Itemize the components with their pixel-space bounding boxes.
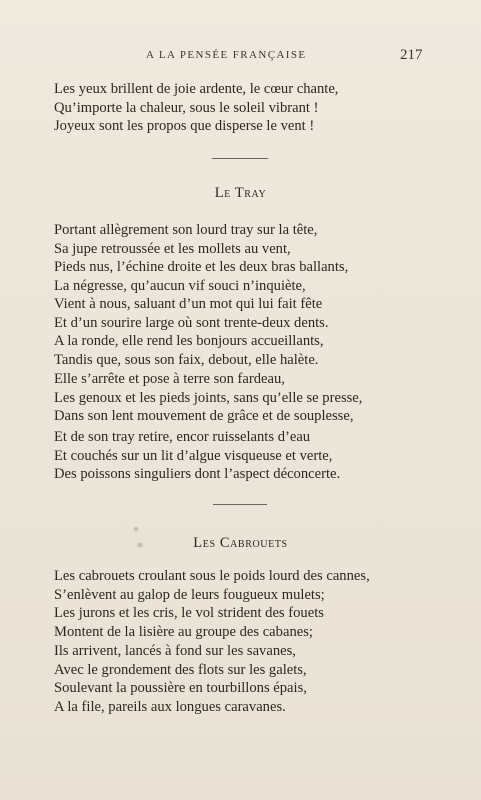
- running-head: A LA PENSÉE FRANÇAISE: [146, 49, 307, 61]
- opening-stanza: [54, 80, 434, 136]
- verse-line: La négresse, qu’aucun vif souci n’inquiète,: [54, 277, 306, 294]
- verse-line: S’enlèvent au galop de leurs fougueux mulets;: [54, 586, 325, 603]
- paper-blemish: [132, 526, 140, 532]
- verse-line: Ils arrivent, lancés à fond sur les savanes,: [54, 643, 296, 659]
- verse-line: Soulevant la poussière en tourbillons épais,: [54, 680, 307, 696]
- verse-line: Pieds nus, l’échine droite et les deux bras ballants,: [54, 259, 349, 275]
- verse-line: A la file, pareils aux longues caravanes.: [54, 698, 286, 715]
- tray-stanza-1: [54, 221, 434, 295]
- cabrouets-stanza-2: [54, 642, 434, 716]
- verse-line: Avec le grondement des flots sur les galets,: [54, 661, 307, 678]
- verse-line: Les cabrouets croulant sous le poids lourd des cannes,: [54, 568, 370, 584]
- verse-line: Joyeux sont les propos que disperse le vent !: [54, 118, 315, 134]
- tray-stanza-3: [54, 370, 434, 426]
- verse-line: Portant allègrement son lourd tray sur la tête,: [54, 222, 318, 238]
- verse-line: A la ronde, elle rend les bonjours accueillants,: [54, 333, 324, 349]
- page-number: 217: [400, 47, 423, 63]
- verse-line: Elle s’arrête et pose à terre son fardeau,: [54, 371, 285, 387]
- poem-title-cabrouets: Les Cabrouets: [193, 535, 288, 551]
- verse-line: Les genoux et les pieds joints, sans qu’elle se presse,: [54, 389, 363, 406]
- verse-line: Qu’importe la chaleur, sous le soleil vibrant !: [54, 99, 319, 116]
- section-divider: [213, 504, 267, 505]
- verse-line: Des poissons singuliers dont l’aspect déconcerte.: [54, 466, 341, 482]
- tray-stanza-2: [54, 295, 434, 369]
- verse-line: Et d’un sourire large où sont trente-deux dents.: [54, 314, 329, 331]
- verse-line: Vient à nous, saluant d’un mot qui lui fait fête: [54, 296, 323, 312]
- cabrouets-stanza-1: [54, 567, 434, 641]
- verse-line: Et de son tray retire, encor ruisselants d’eau: [54, 429, 311, 445]
- verse-line: Sa jupe retroussée et les mollets au vent,: [54, 240, 291, 257]
- verse-line: Les jurons et les cris, le vol strident des fouets: [54, 605, 324, 621]
- page-header: [0, 47, 481, 67]
- verse-line: Les yeux brillent de joie ardente, le cœur chante,: [54, 81, 339, 97]
- section-divider: [212, 158, 268, 159]
- verse-line: Et couchés sur un lit d’algue visqueuse et verte,: [54, 447, 333, 464]
- verse-line: Montent de la lisière au groupe des cabanes;: [54, 623, 313, 640]
- poem-title-tray: Le Tray: [214, 185, 267, 201]
- verse-line: Dans son lent mouvement de grâce et de souplesse,: [54, 408, 354, 424]
- tray-stanza-4: [54, 428, 434, 484]
- verse-line: Tandis que, sous son faix, debout, elle halète.: [54, 351, 319, 368]
